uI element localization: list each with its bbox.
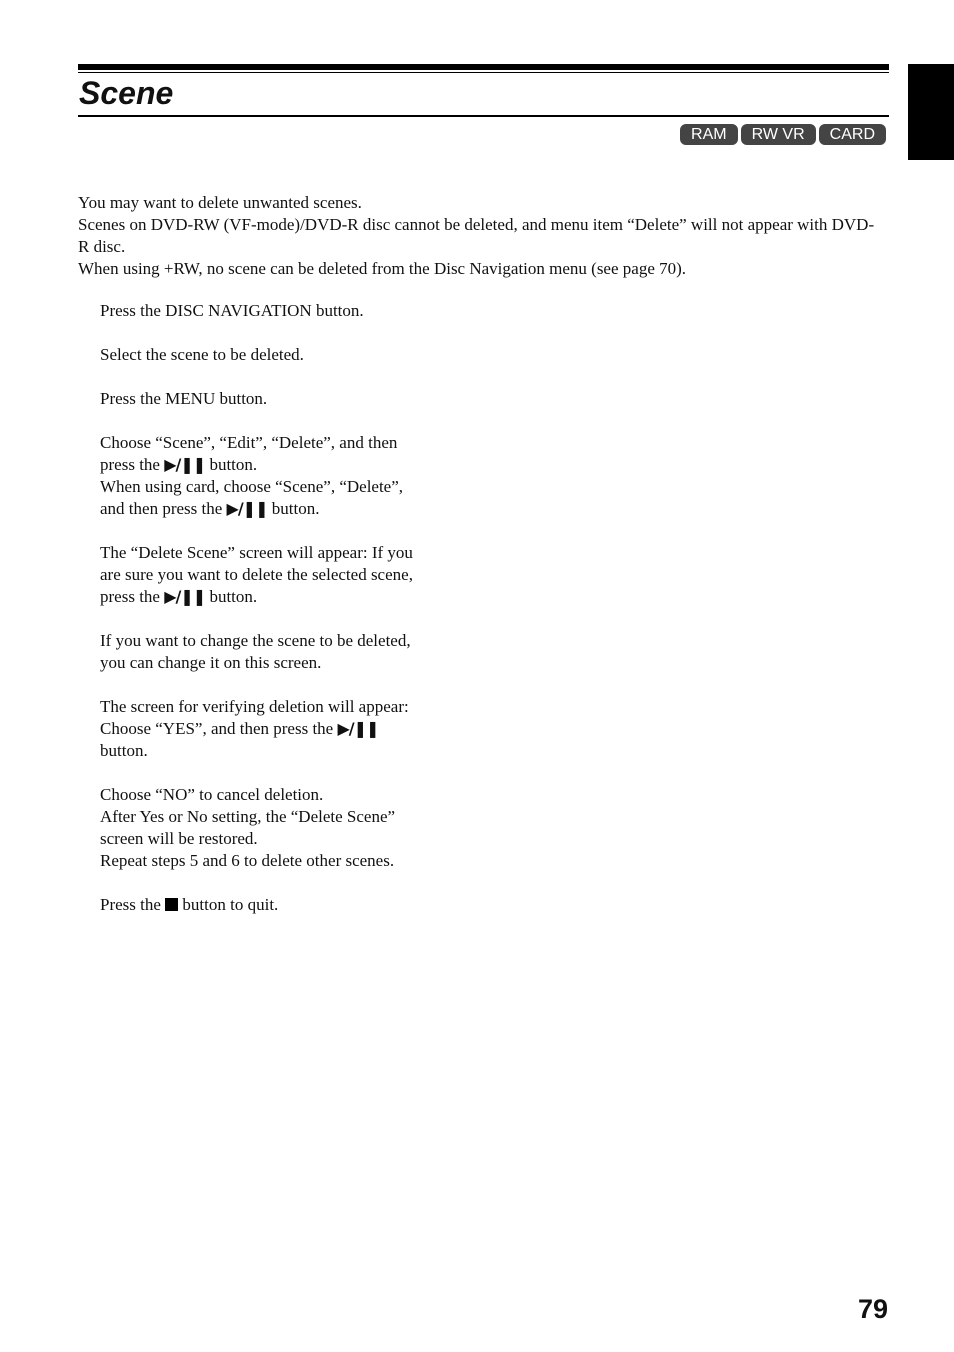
step-line: [100, 718, 480, 740]
step-text: Press the MENU button.: [100, 389, 268, 408]
step-5: [100, 542, 480, 608]
step-5-note: [100, 630, 480, 674]
stop-icon: [165, 898, 178, 911]
step-text: button to quit.: [182, 895, 279, 914]
step-6: [100, 696, 480, 762]
step-text: are sure you want to delete the selected scene,: [100, 565, 413, 584]
header-thick-rule: [78, 64, 889, 70]
step-line: [100, 894, 480, 916]
step-text: press the: [100, 587, 160, 606]
step-text: Choose “Scene”, “Edit”, “Delete”, and then: [100, 433, 398, 452]
badge-card: CARD: [819, 124, 886, 145]
step-line: [100, 498, 480, 520]
step-text: Choose “NO” to cancel deletion.: [100, 785, 324, 804]
step-text: Choose “YES”, and then press the: [100, 719, 334, 738]
play-pause-icon: ▶/❚❚: [337, 719, 379, 738]
step-text: Press the: [100, 895, 161, 914]
step-text: screen will be restored.: [100, 829, 258, 848]
title-underline: [78, 115, 889, 117]
page-title: Scene: [79, 75, 174, 111]
intro-paragraph: When using +RW, no scene can be deleted from the Disc Navigation menu (see page 70).: [78, 259, 687, 278]
procedure-steps: [100, 300, 480, 916]
intro-paragraph: You may want to delete unwanted scenes.: [78, 193, 362, 212]
step-text: button.: [271, 499, 320, 518]
play-pause-icon: ▶/❚❚: [164, 455, 206, 474]
step-text: Press the DISC NAVIGATION button.: [100, 301, 364, 320]
step-text: If you want to change the scene to be deleted,: [100, 631, 411, 650]
step-line: [100, 454, 480, 476]
step-4: [100, 432, 480, 520]
badge-ram: RAM: [680, 124, 738, 145]
chapter-tab: [908, 64, 954, 160]
intro-text: [78, 192, 878, 280]
step-text: button.: [209, 587, 258, 606]
media-badges: [680, 124, 886, 145]
step-text: The screen for verifying deletion will appear:: [100, 697, 409, 716]
step-line: [100, 586, 480, 608]
step-6-note: [100, 784, 480, 872]
play-pause-icon: ▶/❚❚: [226, 499, 268, 518]
play-pause-icon: ▶/❚❚: [164, 587, 206, 606]
step-1: [100, 300, 480, 322]
step-text: you can change it on this screen.: [100, 653, 322, 672]
step-text: button.: [100, 741, 148, 760]
step-7: [100, 894, 480, 916]
step-text: Repeat steps 5 and 6 to delete other scenes.: [100, 851, 395, 870]
step-text: When using card, choose “Scene”, “Delete”,: [100, 477, 404, 496]
step-text: The “Delete Scene” screen will appear: If you: [100, 543, 413, 562]
step-text: button.: [209, 455, 258, 474]
step-text: After Yes or No setting, the “Delete Scene”: [100, 807, 396, 826]
intro-paragraph: Scenes on DVD-RW (VF-mode)/DVD-R disc cannot be deleted, and menu item “Delete” will not appear with DVD-R disc.: [78, 215, 875, 256]
badge-rw-vr: RW VR: [741, 124, 816, 145]
step-text: Select the scene to be deleted.: [100, 345, 304, 364]
header-thin-rule: [78, 72, 889, 73]
step-2: [100, 344, 480, 366]
step-text: and then press the: [100, 499, 223, 518]
step-3: [100, 388, 480, 410]
page-number: 79: [857, 1294, 888, 1324]
step-text: press the: [100, 455, 160, 474]
